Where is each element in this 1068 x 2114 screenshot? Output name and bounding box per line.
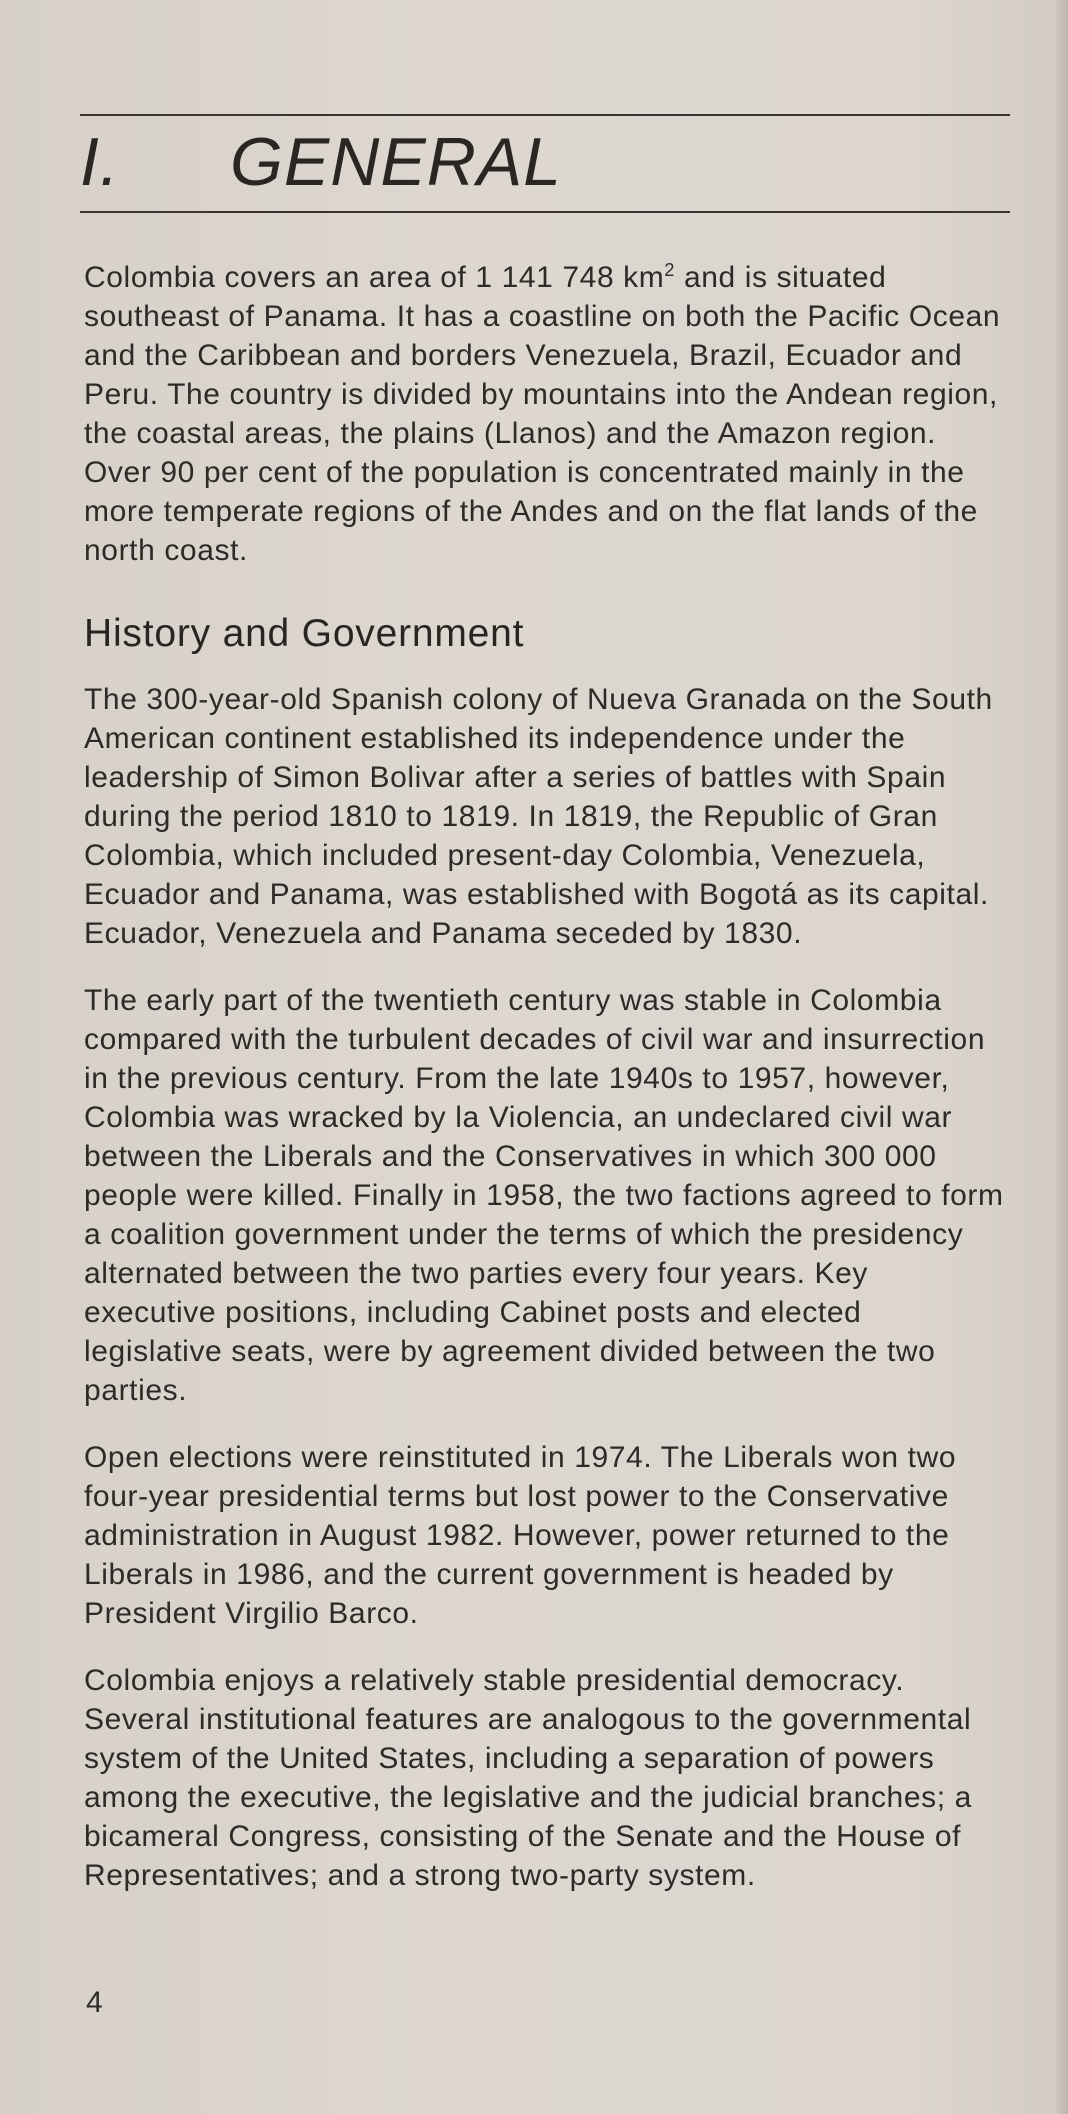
intro-text-rest: and is situated southeast of Panama. It has a coastline on both the Pacific Ocean and the Caribbean and borders Venezuela, Brazil, Ecuador and Peru. The country is divided by mountains into the Andean region, the coastal areas, the plains (Llanos) and the Amazon region. Over 90 per cent of the population is concentrated mainly in the more temperate regions of the Andes and on the flat lands of the north coast. — [84, 261, 1001, 567]
history-paragraph-4: Colombia enjoys a relatively stable presidential democracy. Several institutional features are analogous to the governmental system of the United States, including a separation of powers among the executive, the legislative and the judicial branches; a bicameral Congress, consisting of the Senate and the House of Representatives; and a strong two-party system. — [84, 1664, 972, 1892]
heading-top-rule — [80, 114, 1010, 116]
page-edge-shadow — [1054, 0, 1068, 2114]
body-text — [84, 258, 1004, 1923]
chapter-title: GENERAL — [230, 124, 562, 200]
history-paragraph-1: The 300-year-old Spanish colony of Nueva Granada on the South American continent established its independence under the leadership of Simon Bolivar after a series of battles with Spain during the period 1810 to 1819. In 1819, the Republic of Gran Colombia, which included present-day Colombia, Venezuela, Ecuador and Panama, was established with Bogotá as its capital. Ecuador, Venezuela and Panama seceded by 1830. — [84, 683, 993, 950]
chapter-number: I. — [80, 124, 120, 200]
intro-paragraph — [84, 258, 1004, 570]
chapter-heading — [80, 124, 562, 200]
heading-bottom-rule — [80, 211, 1010, 213]
history-paragraph-2: The early part of the twentieth century was stable in Colombia compared with the turbulent decades of civil war and insurrection in the previous century. From the late 1940s to 1957, however, Colombia was wracked by la Violencia, an undeclared civil war between the Liberals and the Conservatives in which 300 000 people were killed. Finally in 1958, the two factions agreed to form a coalition government under the terms of which the presidency alternated between the two parties every four years. Key executive positions, including Cabinet posts and elected legislative seats, were by agreement divided between the two parties. — [84, 984, 1004, 1407]
section-title: History and Government — [84, 612, 525, 655]
intro-text-start: Colombia covers an area of 1 141 748 km — [84, 261, 665, 294]
history-paragraph-3: Open elections were reinstituted in 1974. The Liberals won two four-year presidential terms but lost power to the Conservative administration in August 1982. However, power returned to the Liberals in 1986, and the current government is headed by President Virgilio Barco. — [84, 1441, 957, 1630]
page-number: 4 — [86, 1986, 103, 2019]
superscript-two: 2 — [664, 260, 676, 280]
